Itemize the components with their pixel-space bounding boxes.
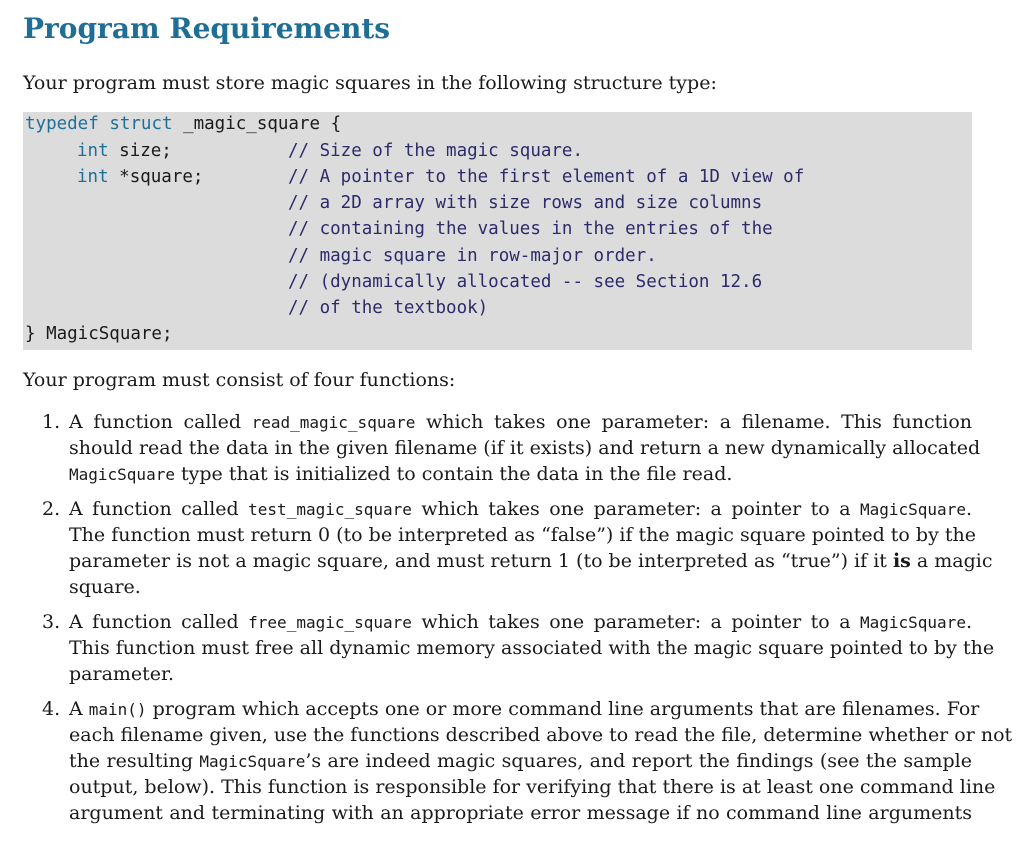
code-comment: // containing the values in the entries of the [288,219,773,239]
list-item-line: should read the data in the given filename (if it exists) and return a new dynamically allocated [69,437,981,459]
list-item-line: output, below). This function is responsible for verifying that there is at least one command line [69,776,996,798]
int-keyword: int [77,167,109,187]
list-item-line: The function must return 0 (to be interpreted as “false”) if the magic square pointed to by the [69,524,976,546]
list-text: the resulting [69,750,200,772]
list-item-line: parameter. [69,663,175,685]
list-item-line: This function must free all dynamic memory associated with the magic square pointed to by the [69,637,995,659]
code-line-closing: } MagicSquare; [25,324,173,344]
list-item-line: each filename given, use the functions described above to read the file, determine whether or not [69,724,1013,746]
typedef-keyword: typedef [25,114,99,134]
intro-paragraph: Your program must store magic squares in the following structure type: [23,72,717,94]
functions-intro-paragraph: Your program must consist of four functions: [23,369,456,391]
list-text: A function called [69,411,252,433]
inline-code: test_magic_square [248,500,412,519]
code-line-size [77,141,172,161]
list-item-line [69,463,732,485]
inline-code: MagicSquare [859,613,966,632]
struct-name: _magic_square { [183,114,342,134]
list-item-line: square. [69,576,141,598]
code-comment: // of the textbook) [288,298,489,318]
inline-code: read_magic_square [251,413,416,432]
bold-text: is [892,550,911,572]
code-block [23,112,972,350]
int-keyword: int [77,141,109,161]
list-text: program which accepts one or more command line arguments that are filenames. For [146,698,980,720]
list-item-number: 2. [42,498,61,520]
list-text: A function called [69,611,249,633]
list-text: which takes one parameter: a pointer to a [411,611,860,633]
list-item-line: argument and terminating with an appropriate error message if no command line arguments [69,802,972,824]
inline-code: MagicSquare [199,752,306,771]
list-item-number: 4. [42,698,61,720]
code-line-typedef [25,114,341,134]
code-comment: // A pointer to the first element of a 1D view of [288,167,805,187]
inline-code: MagicSquare [859,500,966,519]
list-text: parameter is not a magic square, and must return 1 (to be interpreted as “true”) if it [69,550,893,572]
list-text: type that is initialized to contain the data in the file read. [174,463,733,485]
list-item-line [69,550,993,572]
square-declaration: *square; [119,167,204,187]
list-item-line [69,750,972,772]
list-text: A [69,698,89,720]
code-comment: // (dynamically allocated -- see Section 12.6 [288,272,763,292]
inline-code: free_magic_square [248,613,412,632]
list-item-number: 1. [42,411,61,433]
list-text: which takes one parameter: a filename. This function [415,411,972,433]
list-item-line [69,498,972,520]
list-text: A function called [69,498,249,520]
size-declaration: size; [119,141,172,161]
list-text: a magic [910,550,993,572]
list-text: ’s are indeed magic squares, and report the findings (see the sample [305,750,972,772]
list-item-line [69,611,972,633]
code-comment: // Size of the magic square. [288,141,584,161]
list-text: . [965,498,972,520]
code-comment: // a 2D array with size rows and size columns [288,193,763,213]
inline-code: main() [88,700,147,719]
list-item-number: 3. [42,611,61,633]
list-item-line [69,698,980,720]
struct-keyword: struct [109,114,173,134]
list-text: which takes one parameter: a pointer to a [411,498,860,520]
code-line-square [77,167,203,187]
list-text: . [965,611,972,633]
code-comment: // magic square in row-major order. [288,246,657,266]
section-heading: Program Requirements [23,12,391,45]
inline-code: MagicSquare [69,465,175,484]
list-item-line [69,411,972,433]
